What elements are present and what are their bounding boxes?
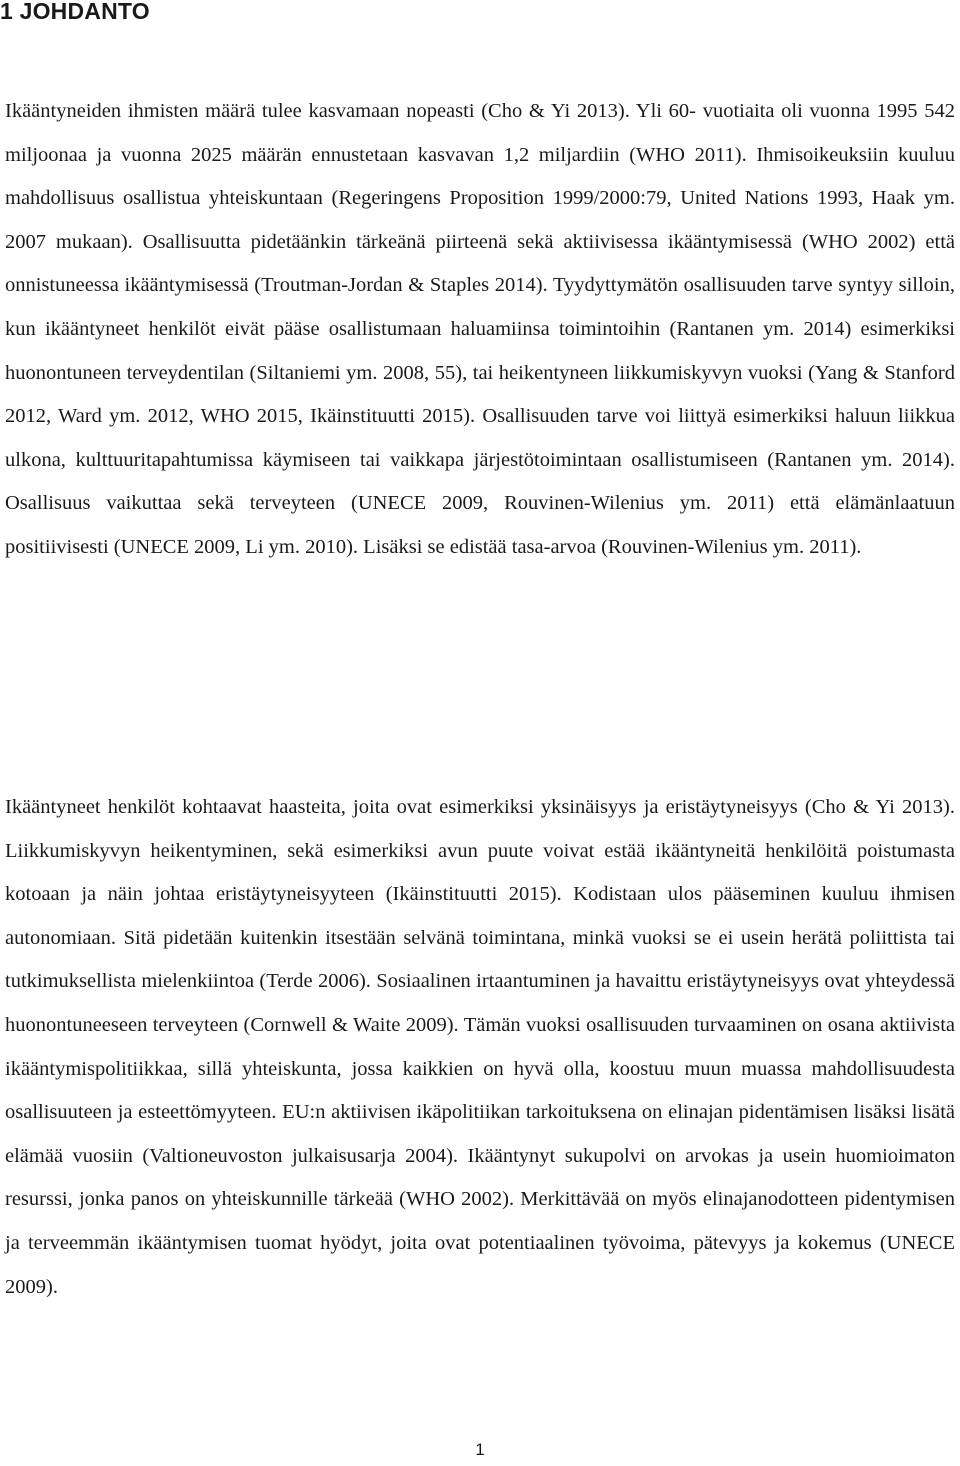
section-heading: 1 JOHDANTO	[0, 0, 150, 24]
page-number: 1	[475, 1440, 485, 1459]
paragraph-2: Ikääntyneet henkilöt kohtaavat haasteita, joita ovat esimerkiksi yksinäisyys ja eristäytyneisyys (Cho & Yi 2013). Liikkumiskyvyn heikentyminen, sekä esimerkiksi avun puute voivat estää ikääntyneitä henkilöitä poistumasta kotoaan ja näin johtaa eristäytyneisyyteen (Ikäinstituutti 2015). Kodistaan ulos pääseminen kuuluu ihmisen autonomiaan. Sitä pidetään kuitenkin itsestään selvänä toimintana, minkä vuoksi se ei usein herätä poliittista tai tutkimuksellista mielenkiintoa (Terde 2006). Sosiaalinen irtaantuminen ja havaittu eristäytyneisyys ovat yhteydessä huonontuneeseen terveyteen (Cornwell & Waite 2009). Tämän vuoksi osallisuuden turvaaminen on osana aktiivista ikääntymispolitiikkaa, sillä yhteiskunta, jossa kaikkien on hyvä olla, koostuu muun muassa mahdollisuudesta osallisuuteen ja esteettömyyteen. EU:n aktiivisen ikäpolitiikan tarkoituksena on elinajan pidentämisen lisäksi lisätä elämää vuosiin (Valtioneuvoston julkaisusarja 2004). Ikääntynyt sukupolvi on arvokas ja usein huomioimaton resurssi, jonka panos on yhteiskunnille tärkeää (WHO 2002). Merkittävää on myös elinajanodotteen pidentymisen ja terveemmän ikääntymisen tuomat hyödyt, joita ovat potentiaalinen työvoima, pätevyys ja kokemus (UNECE 2009).	[5, 796, 955, 1298]
paragraph-1: Ikääntyneiden ihmisten määrä tulee kasvamaan nopeasti (Cho & Yi 2013). Yli 60- vuotiaita oli vuonna 1995 542 miljoonaa ja vuonna 2025 määrän ennustetaan kasvavan 1,2 miljardiin (WHO 2011). Ihmisoikeuksiin kuuluu mahdollisuus osallistua yhteiskuntaan (Regeringens Proposition 1999/2000:79, United Nations 1993, Haak ym. 2007 mukaan). Osallisuutta pidetäänkin tärkeänä piirteenä sekä aktiivisessa ikääntymisessä (WHO 2002) että onnistuneessa ikääntymisessä (Troutman-Jordan & Staples 2014). Tyydyttymätön osallisuuden tarve syntyy silloin, kun ikääntyneet henkilöt eivät pääse osallistumaan haluamiinsa toimintoihin (Rantanen ym. 2014) esimerkiksi huonontuneen terveydentilan (Siltaniemi ym. 2008, 55), tai heikentyneen liikkumiskyvyn vuoksi (Yang & Stanford 2012, Ward ym. 2012, WHO 2015, Ikäinstituutti 2015). Osallisuuden tarve voi liittyä esimerkiksi haluun liikkua ulkona, kulttuuritapahtumissa käymiseen tai vaikkapa järjestötoimintaan osallistumiseen (Rantanen ym. 2014). Osallisuus vaikuttaa sekä terveyteen (UNECE 2009, Rouvinen-Wilenius ym. 2011) että elämänlaatuun positiivisesti (UNECE 2009, Li ym. 2010). Lisäksi se edistää tasa-arvoa (Rouvinen-Wilenius ym. 2011).	[5, 100, 955, 558]
